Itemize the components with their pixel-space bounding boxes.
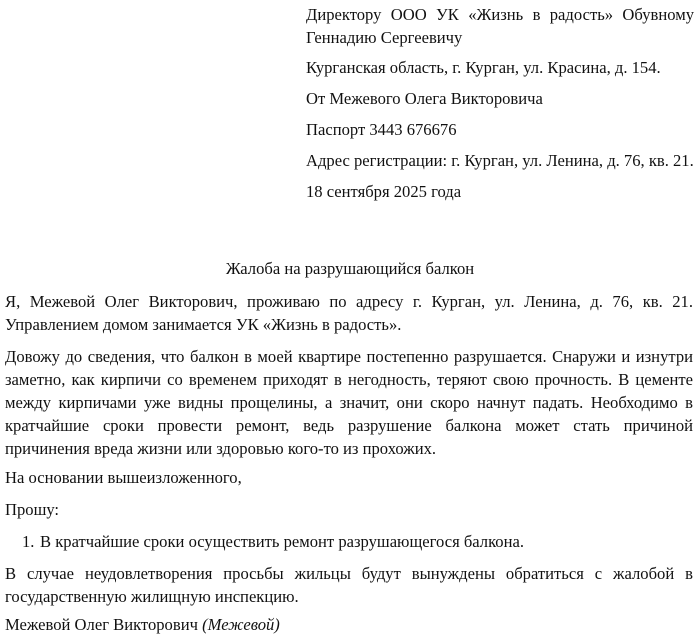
request-heading: Прошу:	[5, 500, 60, 519]
signature-name: Межевой Олег Викторович	[5, 615, 198, 634]
header-registration: Адрес регистрации: г. Курган, ул. Ленина, д. 76, кв. 21.	[306, 151, 694, 170]
document-title: Жалоба на разрушающийся балкон	[225, 259, 475, 278]
signature-line	[5, 613, 280, 636]
header-passport: Паспорт 3443 676676	[306, 120, 457, 139]
paragraph-problem: Довожу до сведения, что балкон в моей квартире постепенно разрушается. Снаружи и изнутри заметно, как кирпичи со временем приходят в негодность, теряют свою прочность. В цементе между кирпичами уже видны прощелины, а значит, они скоро начнут падать. Необходимо в кратчайшие сроки провести ремонт, ведь разрушение балкона может стать причиной причинения вреда жизни или здоровью кого-то из прохожих.	[5, 347, 693, 458]
paragraph-basis: На основании вышеизложенного,	[5, 468, 242, 487]
list-item-text: В кратчайшие сроки осуществить ремонт разрушающегося балкона.	[40, 532, 524, 551]
signature-mark: (Межевой)	[202, 615, 280, 634]
request-list-item	[22, 530, 682, 553]
header-addressee: Директору ООО УК «Жизнь в радость» Обувному Геннадию Сергеевичу	[306, 5, 694, 47]
header-from: От Межевого Олега Викторовича	[306, 89, 543, 108]
header-date: 18 сентября 2025 года	[306, 182, 462, 201]
header-address: Курганская область, г. Курган, ул. Красина, д. 154.	[306, 58, 661, 77]
list-item-number: 1.	[22, 532, 35, 551]
paragraph-warning: В случае неудовлетворения просьбы жильцы будут вынуждены обратиться с жалобой в государственную жилищную инспекцию.	[5, 564, 693, 606]
paragraph-intro: Я, Межевой Олег Викторович, проживаю по адресу г. Курган, ул. Ленина, д. 76, кв. 21. Управлением домом занимается УК «Жизнь в радость».	[5, 292, 693, 334]
document-header	[306, 3, 694, 203]
